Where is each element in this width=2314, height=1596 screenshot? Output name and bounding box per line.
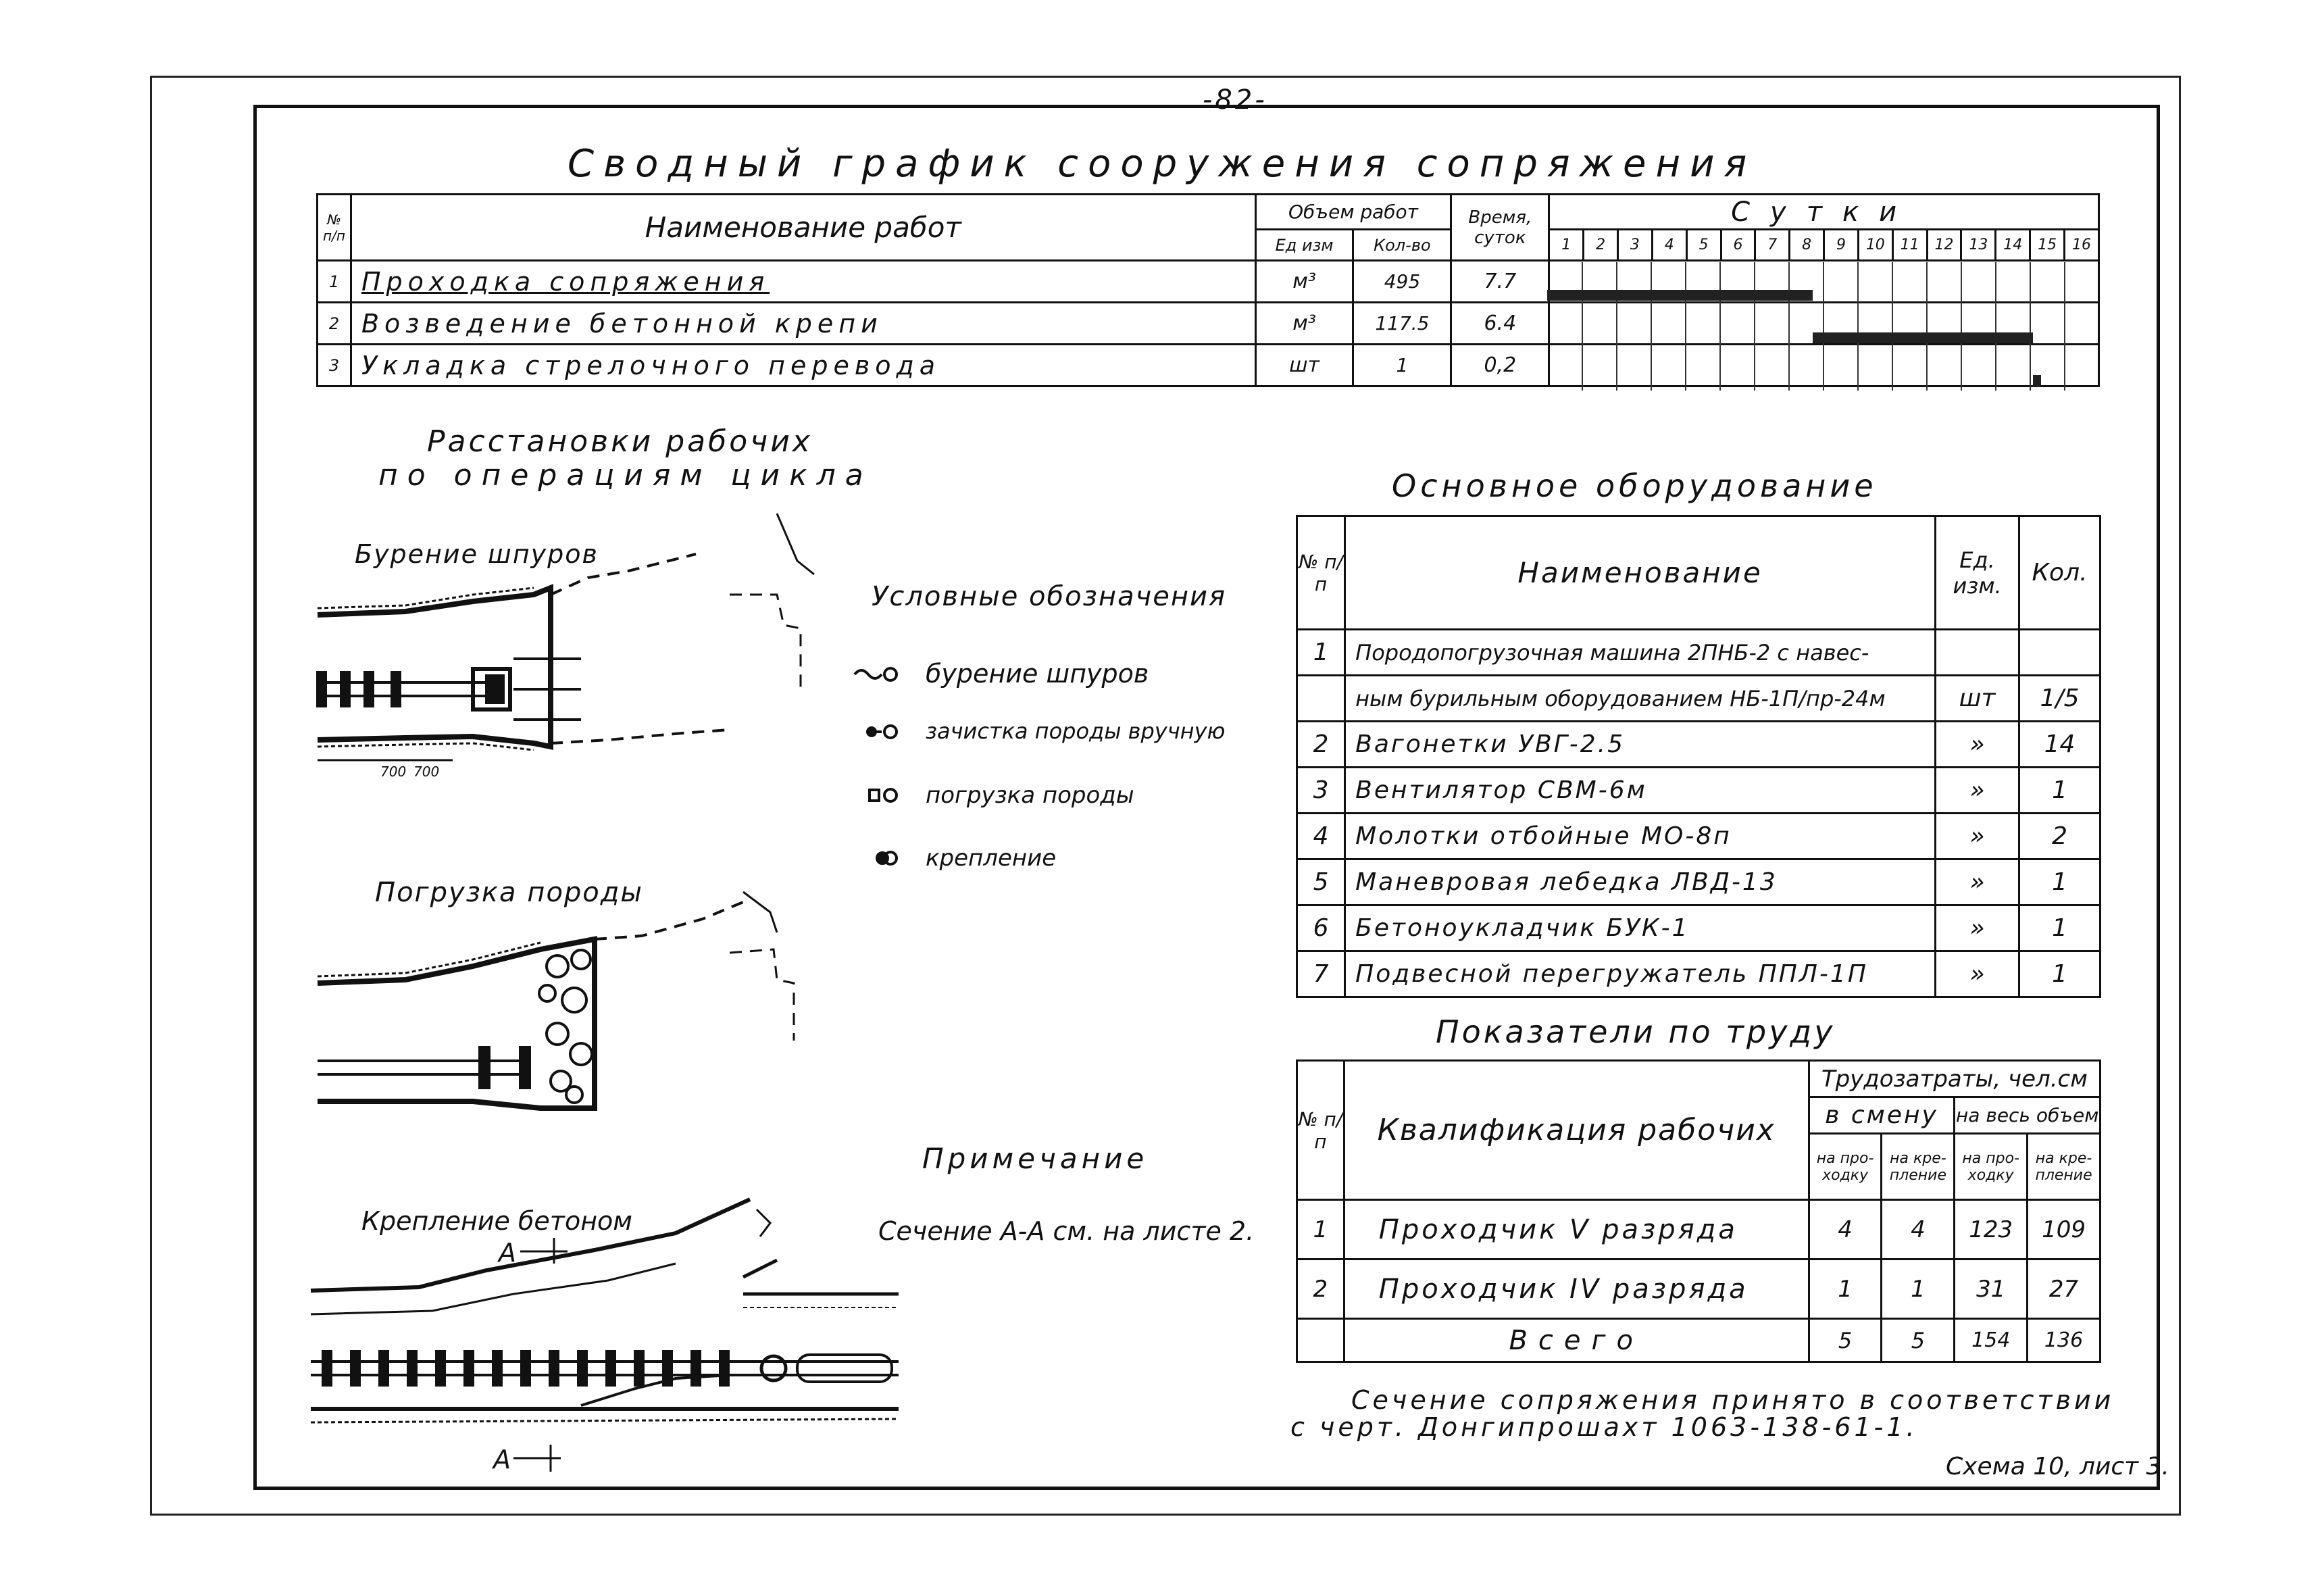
gantt-day-line bbox=[2064, 262, 2065, 391]
lab-header-sub: на кре-пление bbox=[1882, 1134, 1955, 1200]
gantt-chart bbox=[1547, 262, 2098, 391]
day-number: 8 bbox=[1790, 230, 1824, 261]
footer-line-1: Сечение сопряжения принято в соответствии bbox=[1351, 1385, 2115, 1415]
eq-header-unit: Ед. изм. bbox=[1936, 516, 2019, 630]
day-number: 9 bbox=[1824, 230, 1859, 261]
row-num: 1 bbox=[318, 261, 351, 303]
lab-total-value: 5 bbox=[1882, 1319, 1955, 1362]
eq-header-qty: Кол. bbox=[2019, 516, 2101, 630]
eq-unit: » bbox=[1936, 814, 2019, 859]
header-work-name: Наименование работ bbox=[351, 195, 1255, 261]
lab-qual: Проходчик V разряда bbox=[1344, 1200, 1809, 1260]
lab-value: 27 bbox=[2028, 1260, 2101, 1319]
lab-header-shift: в смену bbox=[1809, 1097, 1955, 1134]
eq-qty: 2 bbox=[2019, 814, 2101, 859]
placement-title-2: по операциям цикла bbox=[378, 458, 873, 493]
gantt-day-line bbox=[2030, 262, 2031, 391]
lab-total-label: Всего bbox=[1344, 1319, 1809, 1362]
loading-label: Погрузка породы bbox=[375, 877, 644, 908]
eq-unit: » bbox=[1936, 859, 2019, 905]
day-number: 4 bbox=[1652, 230, 1686, 261]
lab-num: 2 bbox=[1297, 1260, 1344, 1319]
day-number: 14 bbox=[1996, 230, 2030, 261]
lab-header-sub: на про-ходку bbox=[1809, 1134, 1882, 1200]
work-time: 0,2 bbox=[1451, 345, 1549, 386]
note-title: Примечание bbox=[922, 1142, 1149, 1175]
eq-num: 2 bbox=[1297, 722, 1345, 768]
day-number: 7 bbox=[1755, 230, 1790, 261]
eq-unit: » bbox=[1936, 905, 2019, 951]
gantt-bar bbox=[1813, 332, 2033, 343]
equipment-row bbox=[1297, 951, 2101, 997]
day-number: 15 bbox=[2030, 230, 2065, 261]
eq-unit: » bbox=[1936, 722, 2019, 768]
work-name: Возведение бетонной крепи bbox=[351, 303, 1255, 345]
note-text: Сечение А-А см. на листе 2. bbox=[878, 1216, 1255, 1246]
eq-name: ным бурильным оборудованием НБ-1П/пр-24м bbox=[1345, 676, 1936, 722]
header-days: Сутки bbox=[1549, 195, 2099, 230]
work-name: Укладка стрелочного перевода bbox=[351, 345, 1255, 386]
lab-value: 4 bbox=[1809, 1200, 1882, 1260]
eq-qty: 1 bbox=[2019, 859, 2101, 905]
dimension-label: 700 bbox=[380, 764, 407, 780]
eq-unit: шт bbox=[1936, 676, 2019, 722]
day-number: 16 bbox=[2065, 230, 2099, 261]
work-unit: м³ bbox=[1255, 261, 1353, 303]
day-number: 2 bbox=[1584, 230, 1618, 261]
legend-title: Условные обозначения bbox=[872, 581, 1227, 612]
day-number: 5 bbox=[1686, 230, 1721, 261]
lab-header-cost: Трудозатраты, чел.см bbox=[1809, 1061, 2100, 1097]
lab-value: 31 bbox=[1955, 1260, 2028, 1319]
equipment-row bbox=[1297, 630, 2101, 676]
eq-header-num: № п/п bbox=[1297, 516, 1345, 630]
lab-total-blank bbox=[1297, 1319, 1344, 1362]
lab-header-total-vol: на весь объем bbox=[1955, 1097, 2101, 1134]
equipment-title: Основное оборудование bbox=[1392, 468, 1878, 504]
eq-qty: 1 bbox=[2019, 768, 2101, 814]
lab-total-value: 136 bbox=[2028, 1319, 2101, 1362]
placement-title-1: Расстановки рабочих bbox=[427, 424, 813, 459]
page-title: Сводный график сооружения сопряжения bbox=[568, 142, 1757, 186]
day-number: 10 bbox=[1858, 230, 1892, 261]
eq-num: 5 bbox=[1297, 859, 1345, 905]
drilling-label: Бурение шпуров bbox=[355, 539, 599, 569]
work-time: 6.4 bbox=[1451, 303, 1549, 345]
eq-unit bbox=[1936, 630, 2019, 676]
work-name: Проходка сопряжения bbox=[351, 261, 1255, 303]
labor-total-row bbox=[1297, 1319, 2101, 1362]
eq-name: Бетоноукладчик БУК-1 bbox=[1345, 905, 1936, 951]
eq-num: 1 bbox=[1297, 630, 1345, 676]
eq-name: Маневровая лебедка ЛВД-13 bbox=[1345, 859, 1936, 905]
lab-header-qual: Квалификация рабочих bbox=[1344, 1061, 1809, 1200]
labor-row bbox=[1297, 1260, 2101, 1319]
equipment-row bbox=[1297, 905, 2101, 951]
lab-num: 1 bbox=[1297, 1200, 1344, 1260]
equipment-table bbox=[1296, 515, 2101, 998]
day-number: 6 bbox=[1721, 230, 1755, 261]
work-qty: 495 bbox=[1353, 261, 1451, 303]
gantt-day-line bbox=[1719, 262, 1721, 391]
equipment-row bbox=[1297, 859, 2101, 905]
header-unit: Ед изм bbox=[1255, 230, 1353, 261]
header-volume: Объем работ bbox=[1255, 195, 1451, 230]
lab-value: 109 bbox=[2028, 1200, 2101, 1260]
eq-qty bbox=[2019, 630, 2101, 676]
header-qty: Кол-во bbox=[1353, 230, 1451, 261]
gantt-day-line bbox=[1616, 262, 1617, 391]
eq-header-name: Наименование bbox=[1345, 516, 1936, 630]
work-unit: м³ bbox=[1255, 303, 1353, 345]
gantt-day-line bbox=[1651, 262, 1652, 391]
gantt-day-line bbox=[1582, 262, 1583, 391]
concrete-label: Крепление бетоном bbox=[361, 1206, 632, 1236]
day-number: 11 bbox=[1892, 230, 1927, 261]
lab-value: 1 bbox=[1809, 1260, 1882, 1319]
row-num: 2 bbox=[318, 303, 351, 345]
legend-drilling: бурение шпуров bbox=[926, 659, 1149, 689]
lab-qual: Проходчик IV разряда bbox=[1344, 1260, 1809, 1319]
header-time: Время, суток bbox=[1451, 195, 1549, 261]
equipment-row bbox=[1297, 676, 2101, 722]
gantt-day-line bbox=[1892, 262, 1893, 391]
lab-value: 123 bbox=[1955, 1200, 2028, 1260]
eq-qty: 14 bbox=[2019, 722, 2101, 768]
lab-header-sub: на про-ходку bbox=[1955, 1134, 2028, 1200]
labor-row bbox=[1297, 1200, 2101, 1260]
eq-name: Вагонетки УВГ-2.5 bbox=[1345, 722, 1936, 768]
lab-total-value: 5 bbox=[1809, 1319, 1882, 1362]
eq-qty: 1 bbox=[2019, 905, 2101, 951]
day-number: 1 bbox=[1549, 230, 1584, 261]
eq-name: Вентилятор СВМ-6м bbox=[1345, 768, 1936, 814]
section-mark-top: А bbox=[499, 1238, 516, 1268]
lab-header-sub: на кре-пление bbox=[2028, 1134, 2101, 1200]
legend-loading: погрузка породы bbox=[926, 782, 1134, 809]
eq-name: Подвесной перегружатель ППЛ-1П bbox=[1345, 951, 1936, 997]
page-number: -82- bbox=[1203, 84, 1267, 116]
scheme-label: Схема 10, лист 3. bbox=[1946, 1453, 2169, 1480]
gantt-day-line bbox=[1685, 262, 1686, 391]
work-time: 7.7 bbox=[1451, 261, 1549, 303]
eq-qty: 1/5 bbox=[2019, 676, 2101, 722]
header-num: № п/п bbox=[318, 195, 351, 261]
dimension-label: 700 bbox=[413, 764, 440, 780]
gantt-day-line bbox=[1788, 262, 1790, 391]
labor-table bbox=[1296, 1059, 2101, 1363]
eq-num bbox=[1297, 676, 1345, 722]
gantt-day-line bbox=[1823, 262, 1824, 391]
lab-value: 4 bbox=[1882, 1200, 1955, 1260]
eq-num: 3 bbox=[1297, 768, 1345, 814]
eq-name: Породопогрузочная машина 2ПНБ-2 с навес- bbox=[1345, 630, 1936, 676]
lab-value: 1 bbox=[1882, 1260, 1955, 1319]
gantt-day-line bbox=[1754, 262, 1755, 391]
labor-title: Показатели по труду bbox=[1436, 1014, 1836, 1050]
work-qty: 1 bbox=[1353, 345, 1451, 386]
eq-num: 6 bbox=[1297, 905, 1345, 951]
work-qty: 117.5 bbox=[1353, 303, 1451, 345]
legend-manual-cleaning: зачистка породы вручную bbox=[926, 718, 1226, 744]
lab-total-value: 154 bbox=[1955, 1319, 2028, 1362]
equipment-row bbox=[1297, 768, 2101, 814]
eq-num: 4 bbox=[1297, 814, 1345, 859]
gantt-day-line bbox=[1995, 262, 1996, 391]
row-num: 3 bbox=[318, 345, 351, 386]
day-number: 3 bbox=[1617, 230, 1652, 261]
section-mark-bottom: А bbox=[493, 1445, 511, 1474]
equipment-row bbox=[1297, 814, 2101, 859]
gantt-day-line bbox=[1926, 262, 1928, 391]
gantt-bar bbox=[1547, 290, 1813, 301]
eq-unit: » bbox=[1936, 768, 2019, 814]
day-number: 12 bbox=[1927, 230, 1961, 261]
gantt-bar bbox=[2033, 375, 2041, 387]
day-number: 13 bbox=[1961, 230, 1996, 261]
legend-lining: крепление bbox=[926, 845, 1057, 872]
footer-line-2: с черт. Донгипрошахт 1063-138-61-1. bbox=[1290, 1412, 1918, 1442]
eq-num: 7 bbox=[1297, 951, 1345, 997]
eq-unit: » bbox=[1936, 951, 2019, 997]
lab-header-num: № п/п bbox=[1297, 1061, 1344, 1200]
work-unit: шт bbox=[1255, 345, 1353, 386]
eq-name: Молотки отбойные МО-8п bbox=[1345, 814, 1936, 859]
eq-qty: 1 bbox=[2019, 951, 2101, 997]
gantt-day-line bbox=[1961, 262, 1962, 391]
equipment-row bbox=[1297, 722, 2101, 768]
gantt-day-line bbox=[1857, 262, 1859, 391]
